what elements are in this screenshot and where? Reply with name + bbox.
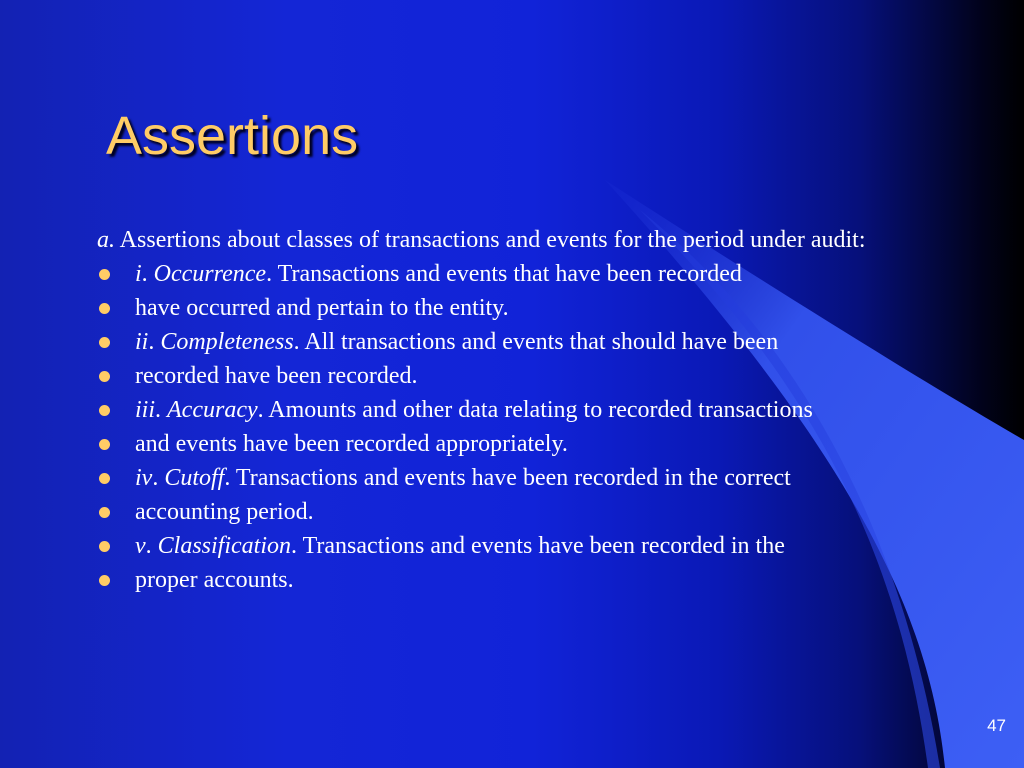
bullet-separator: . [155,397,168,423]
bullet-text: . Transactions and events have been recorded in the [291,533,785,559]
bullet-item [97,566,927,594]
bullet-term: Classification [157,533,292,559]
bullet-list [97,260,927,594]
intro-paragraph [97,226,927,254]
bullet-text: accounting period. [135,499,314,525]
bullet-term: Cutoff [164,465,225,491]
bullet-dot-icon [99,541,110,552]
slide-number: 47 [987,716,1006,735]
bullet-term: Occurrence [153,261,267,287]
bullet-numeral: i [135,261,142,287]
bullet-separator: . [145,533,158,559]
bullet-item [97,362,927,390]
intro-text: Assertions about classes of transactions and events for the period under audit: [115,227,866,253]
slide-title: Assertions [106,106,359,166]
bullet-separator: . [148,329,161,355]
bullet-dot-icon [99,473,110,484]
bullet-item [97,464,927,492]
bullet-dot-icon [99,405,110,416]
bullet-dot-icon [99,337,110,348]
bullet-numeral: iv [135,465,153,491]
bullet-text: recorded have been recorded. [135,363,418,389]
bullet-text: and events have been recorded appropriately. [135,431,568,457]
bullet-term: Completeness [160,329,294,355]
bullet-separator: . [152,465,165,491]
bullet-item [97,532,927,560]
bullet-dot-icon [99,507,110,518]
intro-label: a. [97,227,115,253]
slide-body [97,226,927,600]
bullet-dot-icon [99,269,110,280]
bullet-text: . Transactions and events have been recorded in the correct [224,465,791,491]
bullet-numeral: iii [135,397,156,423]
bullet-text: . Amounts and other data relating to recorded transactions [257,397,813,423]
bullet-term: Accuracy [167,397,258,423]
bullet-item [97,260,927,288]
bullet-dot-icon [99,371,110,382]
bullet-item [97,430,927,458]
bullet-item [97,498,927,526]
bullet-text: proper accounts. [135,567,294,593]
bullet-numeral: ii [135,329,149,355]
bullet-dot-icon [99,303,110,314]
bullet-numeral: v [135,533,146,559]
bullet-separator: . [141,261,154,287]
bullet-text: . Transactions and events that have been recorded [266,261,742,287]
bullet-item [97,294,927,322]
bullet-dot-icon [99,439,110,450]
bullet-item [97,328,927,356]
bullet-item [97,396,927,424]
bullet-text: . All transactions and events that should have been [293,329,779,355]
bullet-text: have occurred and pertain to the entity. [135,295,509,321]
bullet-dot-icon [99,575,110,586]
